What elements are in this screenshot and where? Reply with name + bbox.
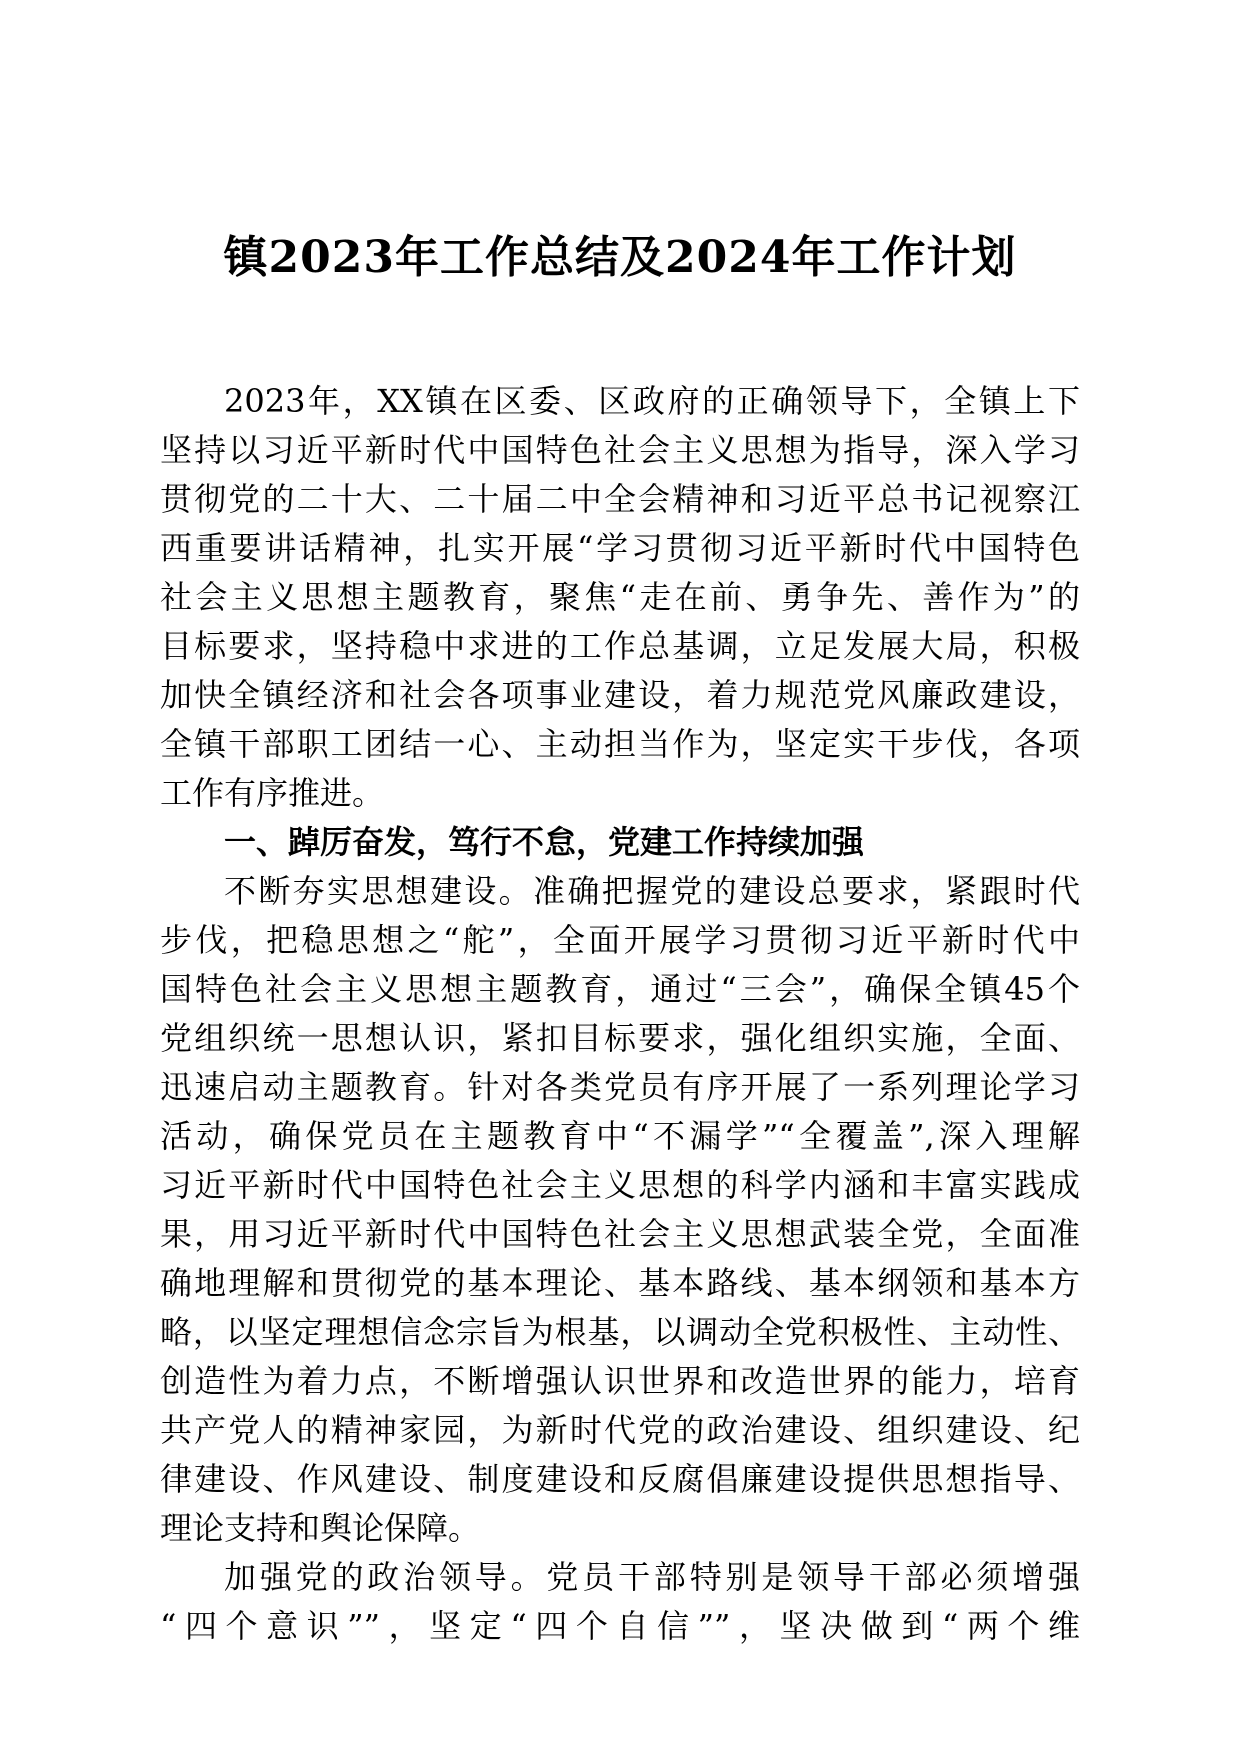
paragraph-line: 国特色社会主义思想主题教育，通过“三会”，确保全镇45个 (160, 970, 1080, 1008)
paragraph-line: 西重要讲话精神，扎实开展“学习贯彻习近平新时代中国特色 (160, 529, 1080, 567)
paragraph-line: 加强党的政治领导。党员干部特别是领导干部必须增强 (224, 1558, 1080, 1596)
paragraph-line: 贯彻党的二十大、二十届二中全会精神和习近平总书记视察江 (160, 480, 1080, 518)
paragraph-line: 步伐，把稳思想之“舵”，全面开展学习贯彻习近平新时代中 (160, 921, 1080, 959)
paragraph-line: 工作有序推进。 (160, 774, 385, 812)
paragraph-line: 略，以坚定理想信念宗旨为根基，以调动全党积极性、主动性、 (160, 1313, 1080, 1351)
paragraph-line: 社会主义思想主题教育，聚焦“走在前、勇争先、善作为”的 (160, 578, 1080, 616)
paragraph-line: “四个意识””，坚定“四个自信””，坚决做到“两个维 (160, 1607, 1080, 1645)
paragraph-line: 坚持以习近平新时代中国特色社会主义思想为指导，深入学习 (160, 431, 1080, 469)
paragraph-line: 律建设、作风建设、制度建设和反腐倡廉建设提供思想指导、 (160, 1460, 1080, 1498)
paragraph-line: 创造性为着力点，不断增强认识世界和改造世界的能力，培育 (160, 1362, 1080, 1400)
paragraph-line: 加快全镇经济和社会各项事业建设，着力规范党风廉政建设， (160, 676, 1080, 714)
section-heading: 一、踔厉奋发，笃行不怠，党建工作持续加强 (224, 823, 865, 861)
paragraph-line: 习近平新时代中国特色社会主义思想的科学内涵和丰富实践成 (160, 1166, 1080, 1204)
paragraph-line: 全镇干部职工团结一心、主动担当作为，坚定实干步伐，各项 (160, 725, 1080, 763)
paragraph-line: 理论支持和舆论保障。 (160, 1509, 481, 1547)
paragraph-line: 2023年，XX镇在区委、区政府的正确领导下，全镇上下 (224, 382, 1080, 420)
paragraph-line: 果，用习近平新时代中国特色社会主义思想武装全党，全面准 (160, 1215, 1080, 1253)
document-title: 镇2023年工作总结及2024年工作计划 (223, 232, 1017, 283)
paragraph-line: 共产党人的精神家园，为新时代党的政治建设、组织建设、纪 (160, 1411, 1080, 1449)
paragraph-line: 活动，确保党员在主题教育中“不漏学”“全覆盖”,深入理解 (160, 1117, 1080, 1155)
paragraph-line: 目标要求，坚持稳中求进的工作总基调，立足发展大局，积极 (160, 627, 1080, 665)
paragraph-line: 党组织统一思想认识，紧扣目标要求，强化组织实施，全面、 (160, 1019, 1080, 1057)
paragraph-line: 不断夯实思想建设。准确把握党的建设总要求，紧跟时代 (224, 872, 1080, 910)
paragraph-line: 确地理解和贯彻党的基本理论、基本路线、基本纲领和基本方 (160, 1264, 1080, 1302)
paragraph-line: 迅速启动主题教育。针对各类党员有序开展了一系列理论学习 (160, 1068, 1080, 1106)
